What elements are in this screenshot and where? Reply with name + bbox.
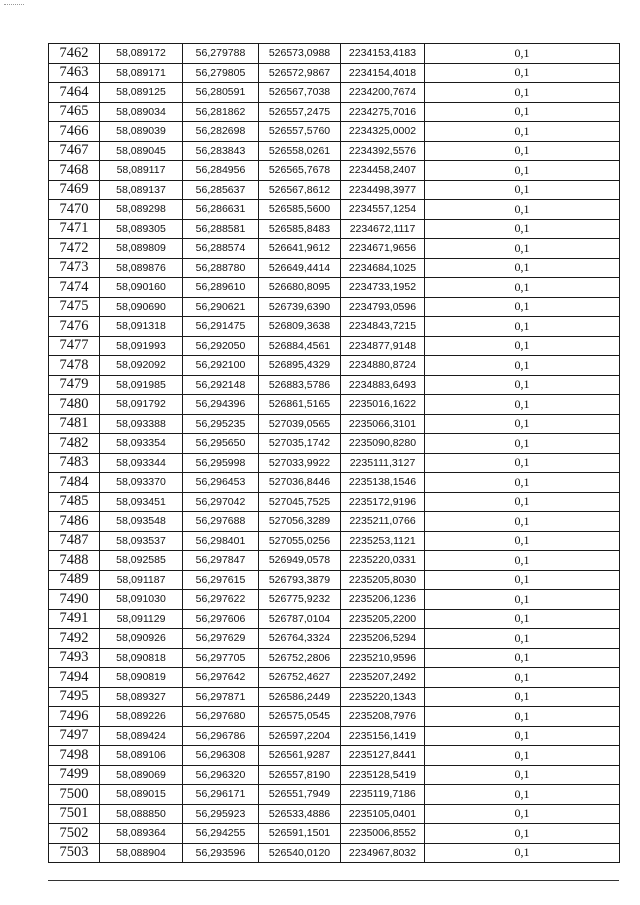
accuracy-cell: 0,1 — [425, 258, 620, 278]
y-coordinate-cell: 2235156,1419 — [341, 726, 425, 746]
longitude-cell: 56,294396 — [183, 395, 259, 415]
y-coordinate-cell: 2234877,9148 — [341, 336, 425, 356]
y-coordinate-cell: 2235253,1121 — [341, 531, 425, 551]
x-coordinate-cell: 526565,7678 — [259, 161, 341, 181]
table-row — [49, 687, 620, 707]
table-row — [49, 609, 620, 629]
table-row — [49, 551, 620, 571]
accuracy-cell: 0,1 — [425, 726, 620, 746]
longitude-cell: 56,296453 — [183, 473, 259, 493]
x-coordinate-cell: 526561,9287 — [259, 746, 341, 766]
point-number-cell: 7469 — [49, 180, 100, 200]
longitude-cell: 56,293596 — [183, 843, 259, 863]
y-coordinate-cell: 2234498,3977 — [341, 180, 425, 200]
x-coordinate-cell: 526883,5786 — [259, 375, 341, 395]
y-coordinate-cell: 2234557,1254 — [341, 200, 425, 220]
point-number-cell: 7500 — [49, 785, 100, 805]
y-coordinate-cell: 2235220,1343 — [341, 687, 425, 707]
latitude-cell: 58,090160 — [100, 278, 183, 298]
y-coordinate-cell: 2235016,1622 — [341, 395, 425, 415]
point-number-cell: 7496 — [49, 707, 100, 727]
x-coordinate-cell: 526641,9612 — [259, 239, 341, 259]
x-coordinate-cell: 527036,8446 — [259, 473, 341, 493]
x-coordinate-cell: 527055,0256 — [259, 531, 341, 551]
accuracy-cell: 0,1 — [425, 785, 620, 805]
point-number-cell: 7484 — [49, 473, 100, 493]
table-row — [49, 512, 620, 532]
point-number-cell: 7479 — [49, 375, 100, 395]
point-number-cell: 7471 — [49, 219, 100, 239]
x-coordinate-cell: 526597,2204 — [259, 726, 341, 746]
latitude-cell: 58,089069 — [100, 765, 183, 785]
latitude-cell: 58,091129 — [100, 609, 183, 629]
table-row — [49, 707, 620, 727]
longitude-cell: 56,281862 — [183, 102, 259, 122]
point-number-cell: 7483 — [49, 453, 100, 473]
x-coordinate-cell: 526558,0261 — [259, 141, 341, 161]
accuracy-cell: 0,1 — [425, 63, 620, 83]
table-row — [49, 297, 620, 317]
longitude-cell: 56,288581 — [183, 219, 259, 239]
table-row — [49, 102, 620, 122]
latitude-cell: 58,089117 — [100, 161, 183, 181]
longitude-cell: 56,292148 — [183, 375, 259, 395]
longitude-cell: 56,297871 — [183, 687, 259, 707]
latitude-cell: 58,089876 — [100, 258, 183, 278]
x-coordinate-cell: 526764,3324 — [259, 629, 341, 649]
x-coordinate-cell: 526775,9232 — [259, 590, 341, 610]
accuracy-cell: 0,1 — [425, 551, 620, 571]
accuracy-cell: 0,1 — [425, 668, 620, 688]
latitude-cell: 58,091187 — [100, 570, 183, 590]
table-row — [49, 824, 620, 844]
table-row — [49, 258, 620, 278]
y-coordinate-cell: 2234883,6493 — [341, 375, 425, 395]
latitude-cell: 58,089172 — [100, 44, 183, 64]
accuracy-cell: 0,1 — [425, 102, 620, 122]
y-coordinate-cell: 2235207,2492 — [341, 668, 425, 688]
accuracy-cell: 0,1 — [425, 375, 620, 395]
latitude-cell: 58,090818 — [100, 648, 183, 668]
longitude-cell: 56,282698 — [183, 122, 259, 142]
accuracy-cell: 0,1 — [425, 609, 620, 629]
latitude-cell: 58,091792 — [100, 395, 183, 415]
point-number-cell: 7497 — [49, 726, 100, 746]
latitude-cell: 58,090690 — [100, 297, 183, 317]
accuracy-cell: 0,1 — [425, 180, 620, 200]
y-coordinate-cell: 2235208,7976 — [341, 707, 425, 727]
point-number-cell: 7470 — [49, 200, 100, 220]
longitude-cell: 56,292050 — [183, 336, 259, 356]
latitude-cell: 58,089226 — [100, 707, 183, 727]
accuracy-cell: 0,1 — [425, 804, 620, 824]
latitude-cell: 58,089125 — [100, 83, 183, 103]
point-number-cell: 7472 — [49, 239, 100, 259]
y-coordinate-cell: 2234967,8032 — [341, 843, 425, 863]
accuracy-cell: 0,1 — [425, 687, 620, 707]
longitude-cell: 56,289610 — [183, 278, 259, 298]
table-row — [49, 414, 620, 434]
table-row — [49, 375, 620, 395]
point-number-cell: 7465 — [49, 102, 100, 122]
x-coordinate-cell: 526809,3638 — [259, 317, 341, 337]
table-row — [49, 492, 620, 512]
x-coordinate-cell: 526557,8190 — [259, 765, 341, 785]
table-row — [49, 804, 620, 824]
latitude-cell: 58,088904 — [100, 843, 183, 863]
longitude-cell: 56,295998 — [183, 453, 259, 473]
longitude-cell: 56,286631 — [183, 200, 259, 220]
accuracy-cell: 0,1 — [425, 492, 620, 512]
accuracy-cell: 0,1 — [425, 44, 620, 64]
accuracy-cell: 0,1 — [425, 239, 620, 259]
point-number-cell: 7482 — [49, 434, 100, 454]
latitude-cell: 58,089809 — [100, 239, 183, 259]
latitude-cell: 58,089424 — [100, 726, 183, 746]
longitude-cell: 56,297622 — [183, 590, 259, 610]
x-coordinate-cell: 526591,1501 — [259, 824, 341, 844]
longitude-cell: 56,295923 — [183, 804, 259, 824]
point-number-cell: 7467 — [49, 141, 100, 161]
accuracy-cell: 0,1 — [425, 414, 620, 434]
longitude-cell: 56,298401 — [183, 531, 259, 551]
latitude-cell: 58,089305 — [100, 219, 183, 239]
table-row — [49, 668, 620, 688]
accuracy-cell: 0,1 — [425, 317, 620, 337]
y-coordinate-cell: 2235111,3127 — [341, 453, 425, 473]
y-coordinate-cell: 2235105,0401 — [341, 804, 425, 824]
table-row — [49, 180, 620, 200]
y-coordinate-cell: 2235210,9596 — [341, 648, 425, 668]
latitude-cell: 58,089045 — [100, 141, 183, 161]
table-row — [49, 356, 620, 376]
x-coordinate-cell: 526752,4627 — [259, 668, 341, 688]
x-coordinate-cell: 526557,2475 — [259, 102, 341, 122]
point-number-cell: 7490 — [49, 590, 100, 610]
accuracy-cell: 0,1 — [425, 219, 620, 239]
latitude-cell: 58,093354 — [100, 434, 183, 454]
y-coordinate-cell: 2235205,2200 — [341, 609, 425, 629]
longitude-cell: 56,297042 — [183, 492, 259, 512]
accuracy-cell: 0,1 — [425, 336, 620, 356]
accuracy-cell: 0,1 — [425, 161, 620, 181]
y-coordinate-cell: 2235066,3101 — [341, 414, 425, 434]
accuracy-cell: 0,1 — [425, 765, 620, 785]
x-coordinate-cell: 526739,6390 — [259, 297, 341, 317]
y-coordinate-cell: 2235206,1236 — [341, 590, 425, 610]
y-coordinate-cell: 2234793,0596 — [341, 297, 425, 317]
latitude-cell: 58,089171 — [100, 63, 183, 83]
y-coordinate-cell: 2234153,4183 — [341, 44, 425, 64]
table-row — [49, 239, 620, 259]
accuracy-cell: 0,1 — [425, 122, 620, 142]
point-number-cell: 7481 — [49, 414, 100, 434]
longitude-cell: 56,297688 — [183, 512, 259, 532]
coordinates-table — [48, 43, 620, 863]
point-number-cell: 7462 — [49, 44, 100, 64]
latitude-cell: 58,093370 — [100, 473, 183, 493]
latitude-cell: 58,091030 — [100, 590, 183, 610]
accuracy-cell: 0,1 — [425, 83, 620, 103]
point-number-cell: 7474 — [49, 278, 100, 298]
longitude-cell: 56,296786 — [183, 726, 259, 746]
accuracy-cell: 0,1 — [425, 297, 620, 317]
y-coordinate-cell: 2235211,0766 — [341, 512, 425, 532]
x-coordinate-cell: 526567,7038 — [259, 83, 341, 103]
longitude-cell: 56,284956 — [183, 161, 259, 181]
y-coordinate-cell: 2235090,8280 — [341, 434, 425, 454]
y-coordinate-cell: 2234458,2407 — [341, 161, 425, 181]
accuracy-cell: 0,1 — [425, 707, 620, 727]
table-row — [49, 141, 620, 161]
latitude-cell: 58,090819 — [100, 668, 183, 688]
longitude-cell: 56,294255 — [183, 824, 259, 844]
accuracy-cell: 0,1 — [425, 200, 620, 220]
table-row — [49, 590, 620, 610]
latitude-cell: 58,089039 — [100, 122, 183, 142]
longitude-cell: 56,297606 — [183, 609, 259, 629]
longitude-cell: 56,297642 — [183, 668, 259, 688]
accuracy-cell: 0,1 — [425, 590, 620, 610]
longitude-cell: 56,297615 — [183, 570, 259, 590]
longitude-cell: 56,295650 — [183, 434, 259, 454]
latitude-cell: 58,089034 — [100, 102, 183, 122]
point-number-cell: 7501 — [49, 804, 100, 824]
x-coordinate-cell: 526680,8095 — [259, 278, 341, 298]
table-row — [49, 317, 620, 337]
longitude-cell: 56,297629 — [183, 629, 259, 649]
point-number-cell: 7477 — [49, 336, 100, 356]
latitude-cell: 58,093451 — [100, 492, 183, 512]
point-number-cell: 7498 — [49, 746, 100, 766]
y-coordinate-cell: 2234275,7016 — [341, 102, 425, 122]
table-row — [49, 726, 620, 746]
longitude-cell: 56,288780 — [183, 258, 259, 278]
latitude-cell: 58,091985 — [100, 375, 183, 395]
table-row — [49, 746, 620, 766]
table-row — [49, 83, 620, 103]
y-coordinate-cell: 2234684,1025 — [341, 258, 425, 278]
x-coordinate-cell: 526895,4329 — [259, 356, 341, 376]
table-row — [49, 63, 620, 83]
y-coordinate-cell: 2234733,1952 — [341, 278, 425, 298]
longitude-cell: 56,297847 — [183, 551, 259, 571]
x-coordinate-cell: 527039,0565 — [259, 414, 341, 434]
x-coordinate-cell: 526575,0545 — [259, 707, 341, 727]
x-coordinate-cell: 527056,3289 — [259, 512, 341, 532]
point-number-cell: 7489 — [49, 570, 100, 590]
longitude-cell: 56,297705 — [183, 648, 259, 668]
accuracy-cell: 0,1 — [425, 473, 620, 493]
point-number-cell: 7475 — [49, 297, 100, 317]
latitude-cell: 58,089327 — [100, 687, 183, 707]
y-coordinate-cell: 2235119,7186 — [341, 785, 425, 805]
table-row — [49, 570, 620, 590]
x-coordinate-cell: 526585,5600 — [259, 200, 341, 220]
point-number-cell: 7480 — [49, 395, 100, 415]
table-row — [49, 44, 620, 64]
table-row — [49, 785, 620, 805]
y-coordinate-cell: 2234200,7674 — [341, 83, 425, 103]
accuracy-cell: 0,1 — [425, 356, 620, 376]
x-coordinate-cell: 526787,0104 — [259, 609, 341, 629]
page-bottom-rule — [48, 880, 619, 881]
x-coordinate-cell: 526557,5760 — [259, 122, 341, 142]
y-coordinate-cell: 2234325,0002 — [341, 122, 425, 142]
longitude-cell: 56,285637 — [183, 180, 259, 200]
accuracy-cell: 0,1 — [425, 434, 620, 454]
point-number-cell: 7499 — [49, 765, 100, 785]
latitude-cell: 58,092092 — [100, 356, 183, 376]
longitude-cell: 56,296171 — [183, 785, 259, 805]
latitude-cell: 58,090926 — [100, 629, 183, 649]
point-number-cell: 7488 — [49, 551, 100, 571]
y-coordinate-cell: 2234880,8724 — [341, 356, 425, 376]
accuracy-cell: 0,1 — [425, 512, 620, 532]
point-number-cell: 7485 — [49, 492, 100, 512]
table-row — [49, 161, 620, 181]
table-row — [49, 219, 620, 239]
x-coordinate-cell: 527033,9922 — [259, 453, 341, 473]
x-coordinate-cell: 526861,5165 — [259, 395, 341, 415]
point-number-cell: 7491 — [49, 609, 100, 629]
accuracy-cell: 0,1 — [425, 453, 620, 473]
y-coordinate-cell: 2235220,0331 — [341, 551, 425, 571]
longitude-cell: 56,279805 — [183, 63, 259, 83]
table-row — [49, 336, 620, 356]
longitude-cell: 56,279788 — [183, 44, 259, 64]
accuracy-cell: 0,1 — [425, 746, 620, 766]
longitude-cell: 56,291475 — [183, 317, 259, 337]
table-row — [49, 765, 620, 785]
table-row — [49, 648, 620, 668]
latitude-cell: 58,089015 — [100, 785, 183, 805]
latitude-cell: 58,089364 — [100, 824, 183, 844]
scan-artifact — [4, 4, 24, 5]
x-coordinate-cell: 526586,2449 — [259, 687, 341, 707]
accuracy-cell: 0,1 — [425, 824, 620, 844]
latitude-cell: 58,091993 — [100, 336, 183, 356]
x-coordinate-cell: 527035,1742 — [259, 434, 341, 454]
point-number-cell: 7503 — [49, 843, 100, 863]
point-number-cell: 7487 — [49, 531, 100, 551]
point-number-cell: 7486 — [49, 512, 100, 532]
x-coordinate-cell: 526752,2806 — [259, 648, 341, 668]
x-coordinate-cell: 526573,0988 — [259, 44, 341, 64]
point-number-cell: 7492 — [49, 629, 100, 649]
longitude-cell: 56,296320 — [183, 765, 259, 785]
accuracy-cell: 0,1 — [425, 278, 620, 298]
y-coordinate-cell: 2235128,5419 — [341, 765, 425, 785]
point-number-cell: 7466 — [49, 122, 100, 142]
latitude-cell: 58,089137 — [100, 180, 183, 200]
longitude-cell: 56,283843 — [183, 141, 259, 161]
latitude-cell: 58,093344 — [100, 453, 183, 473]
x-coordinate-cell: 526572,9867 — [259, 63, 341, 83]
y-coordinate-cell: 2234671,9656 — [341, 239, 425, 259]
latitude-cell: 58,093537 — [100, 531, 183, 551]
point-number-cell: 7464 — [49, 83, 100, 103]
latitude-cell: 58,091318 — [100, 317, 183, 337]
latitude-cell: 58,088850 — [100, 804, 183, 824]
point-number-cell: 7494 — [49, 668, 100, 688]
x-coordinate-cell: 526540,0120 — [259, 843, 341, 863]
y-coordinate-cell: 2235206,5294 — [341, 629, 425, 649]
accuracy-cell: 0,1 — [425, 395, 620, 415]
x-coordinate-cell: 527045,7525 — [259, 492, 341, 512]
y-coordinate-cell: 2235172,9196 — [341, 492, 425, 512]
table-row — [49, 122, 620, 142]
table-body — [49, 44, 620, 863]
y-coordinate-cell: 2234843,7215 — [341, 317, 425, 337]
table-row — [49, 843, 620, 863]
longitude-cell: 56,290621 — [183, 297, 259, 317]
x-coordinate-cell: 526793,3879 — [259, 570, 341, 590]
latitude-cell: 58,089106 — [100, 746, 183, 766]
point-number-cell: 7495 — [49, 687, 100, 707]
longitude-cell: 56,280591 — [183, 83, 259, 103]
accuracy-cell: 0,1 — [425, 570, 620, 590]
table-row — [49, 629, 620, 649]
y-coordinate-cell: 2234392,5576 — [341, 141, 425, 161]
point-number-cell: 7493 — [49, 648, 100, 668]
table-row — [49, 200, 620, 220]
accuracy-cell: 0,1 — [425, 141, 620, 161]
point-number-cell: 7478 — [49, 356, 100, 376]
x-coordinate-cell: 526649,4414 — [259, 258, 341, 278]
accuracy-cell: 0,1 — [425, 843, 620, 863]
point-number-cell: 7463 — [49, 63, 100, 83]
x-coordinate-cell: 526551,7949 — [259, 785, 341, 805]
x-coordinate-cell: 526567,8612 — [259, 180, 341, 200]
point-number-cell: 7473 — [49, 258, 100, 278]
longitude-cell: 56,297680 — [183, 707, 259, 727]
table-row — [49, 434, 620, 454]
table-row — [49, 278, 620, 298]
y-coordinate-cell: 2235205,8030 — [341, 570, 425, 590]
accuracy-cell: 0,1 — [425, 648, 620, 668]
point-number-cell: 7468 — [49, 161, 100, 181]
y-coordinate-cell: 2234672,1117 — [341, 219, 425, 239]
longitude-cell: 56,296308 — [183, 746, 259, 766]
y-coordinate-cell: 2235127,8441 — [341, 746, 425, 766]
longitude-cell: 56,295235 — [183, 414, 259, 434]
table-row — [49, 395, 620, 415]
accuracy-cell: 0,1 — [425, 531, 620, 551]
latitude-cell: 58,093548 — [100, 512, 183, 532]
accuracy-cell: 0,1 — [425, 629, 620, 649]
y-coordinate-cell: 2235006,8552 — [341, 824, 425, 844]
longitude-cell: 56,288574 — [183, 239, 259, 259]
table-row — [49, 453, 620, 473]
y-coordinate-cell: 2234154,4018 — [341, 63, 425, 83]
point-number-cell: 7502 — [49, 824, 100, 844]
longitude-cell: 56,292100 — [183, 356, 259, 376]
latitude-cell: 58,089298 — [100, 200, 183, 220]
x-coordinate-cell: 526533,4886 — [259, 804, 341, 824]
point-number-cell: 7476 — [49, 317, 100, 337]
table-row — [49, 473, 620, 493]
latitude-cell: 58,092585 — [100, 551, 183, 571]
y-coordinate-cell: 2235138,1546 — [341, 473, 425, 493]
x-coordinate-cell: 526585,8483 — [259, 219, 341, 239]
x-coordinate-cell: 526884,4561 — [259, 336, 341, 356]
table-row — [49, 531, 620, 551]
latitude-cell: 58,093388 — [100, 414, 183, 434]
x-coordinate-cell: 526949,0578 — [259, 551, 341, 571]
